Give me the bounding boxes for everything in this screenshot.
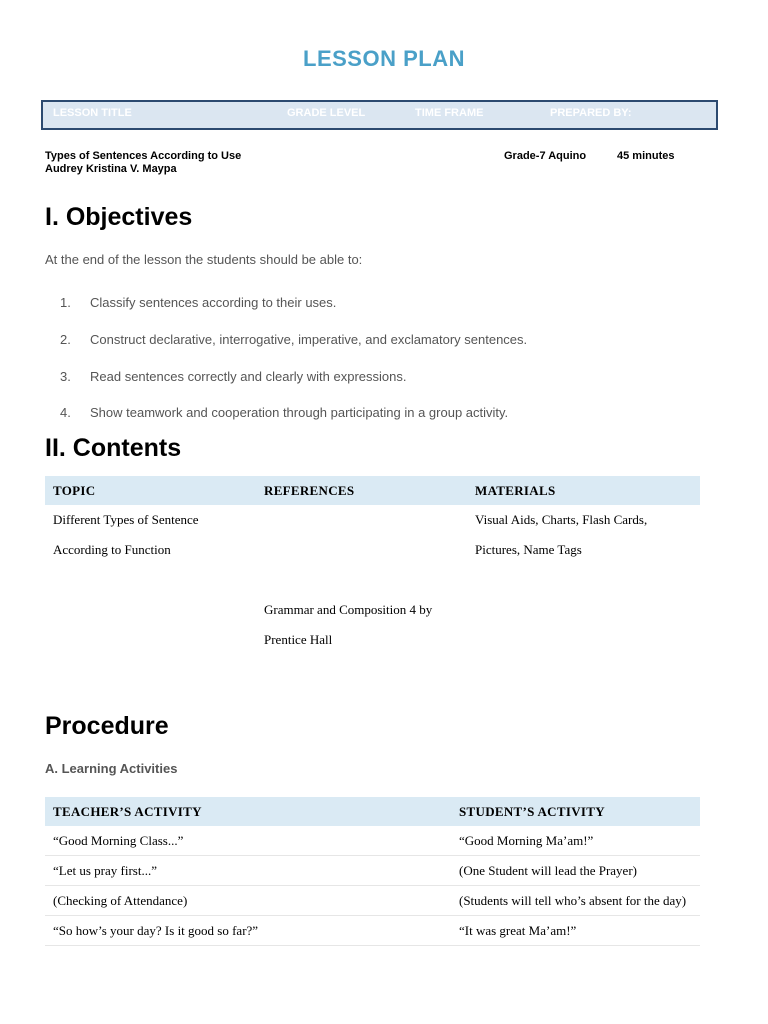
teacher-activity-cell: (Checking of Attendance) xyxy=(45,886,451,916)
teacher-activity-header: TEACHER’S ACTIVITY xyxy=(45,797,451,826)
materials-line: Pictures, Name Tags xyxy=(475,542,582,557)
topic-line: Different Types of Sentence xyxy=(53,512,199,527)
objective-item xyxy=(60,332,527,347)
table-row xyxy=(45,886,700,916)
teacher-activity-cell: “So how’s your day? Is it good so far?” xyxy=(45,916,451,946)
table-header-row xyxy=(45,476,700,505)
learning-activities-subheading: A. Learning Activities xyxy=(45,761,178,776)
table-header-row xyxy=(45,797,700,826)
reference-line: Grammar and Composition 4 by xyxy=(264,602,433,617)
table-row xyxy=(45,856,700,886)
materials-header: MATERIALS xyxy=(467,476,700,505)
lesson-title-label: LESSON TITLE xyxy=(53,107,132,119)
objective-item xyxy=(60,295,336,310)
table-row xyxy=(45,826,700,856)
contents-heading: II. Contents xyxy=(45,434,182,462)
lesson-title-value: Types of Sentences According to Use xyxy=(45,150,242,162)
prepared-by-label: PREPARED BY: xyxy=(550,107,632,119)
objective-item xyxy=(60,405,508,420)
grade-level-label: GRADE LEVEL xyxy=(287,107,366,119)
student-activity-cell: “Good Morning Ma’am!” xyxy=(451,826,700,856)
topic-header: TOPIC xyxy=(45,476,256,505)
time-frame-label: TIME FRAME xyxy=(415,107,484,119)
table-row xyxy=(45,916,700,946)
objective-text: Construct declarative, interrogative, imperative, and exclamatory sentences. xyxy=(90,332,528,347)
objective-item xyxy=(60,369,406,384)
references-header: REFERENCES xyxy=(256,476,467,505)
time-frame-value: 45 minutes xyxy=(617,150,675,162)
grade-level-value: Grade-7 Aquino xyxy=(504,150,587,162)
procedure-heading: Procedure xyxy=(45,712,169,740)
lesson-header-bar xyxy=(41,100,718,130)
objective-number: 3. xyxy=(60,369,71,384)
teacher-activity-cell: “Good Morning Class...” xyxy=(45,826,451,856)
student-activity-cell: (One Student will lead the Prayer) xyxy=(451,856,700,886)
objective-text: Show teamwork and cooperation through participating in a group activity. xyxy=(90,405,509,420)
objectives-intro: At the end of the lesson the students should be able to: xyxy=(45,252,363,267)
student-activity-header: STUDENT’S ACTIVITY xyxy=(451,797,700,826)
objective-number: 1. xyxy=(60,295,71,310)
table-row xyxy=(45,505,700,655)
objective-number: 4. xyxy=(60,405,71,420)
reference-line: Prentice Hall xyxy=(264,632,333,647)
page-title: LESSON PLAN xyxy=(303,46,465,71)
prepared-by-value: Audrey Kristina V. Maypa xyxy=(45,163,177,175)
contents-table xyxy=(45,476,700,655)
objective-text: Classify sentences according to their uses. xyxy=(90,295,337,310)
teacher-activity-cell: “Let us pray first...” xyxy=(45,856,451,886)
objective-number: 2. xyxy=(60,332,71,347)
activities-table xyxy=(45,797,700,946)
student-activity-cell: “It was great Ma’am!” xyxy=(451,916,700,946)
objectives-heading: I. Objectives xyxy=(45,203,193,231)
objective-text: Read sentences correctly and clearly with expressions. xyxy=(90,369,407,384)
topic-line: According to Function xyxy=(53,542,171,557)
student-activity-cell: (Students will tell who’s absent for the day) xyxy=(451,886,700,916)
materials-line: Visual Aids, Charts, Flash Cards, xyxy=(475,512,648,527)
